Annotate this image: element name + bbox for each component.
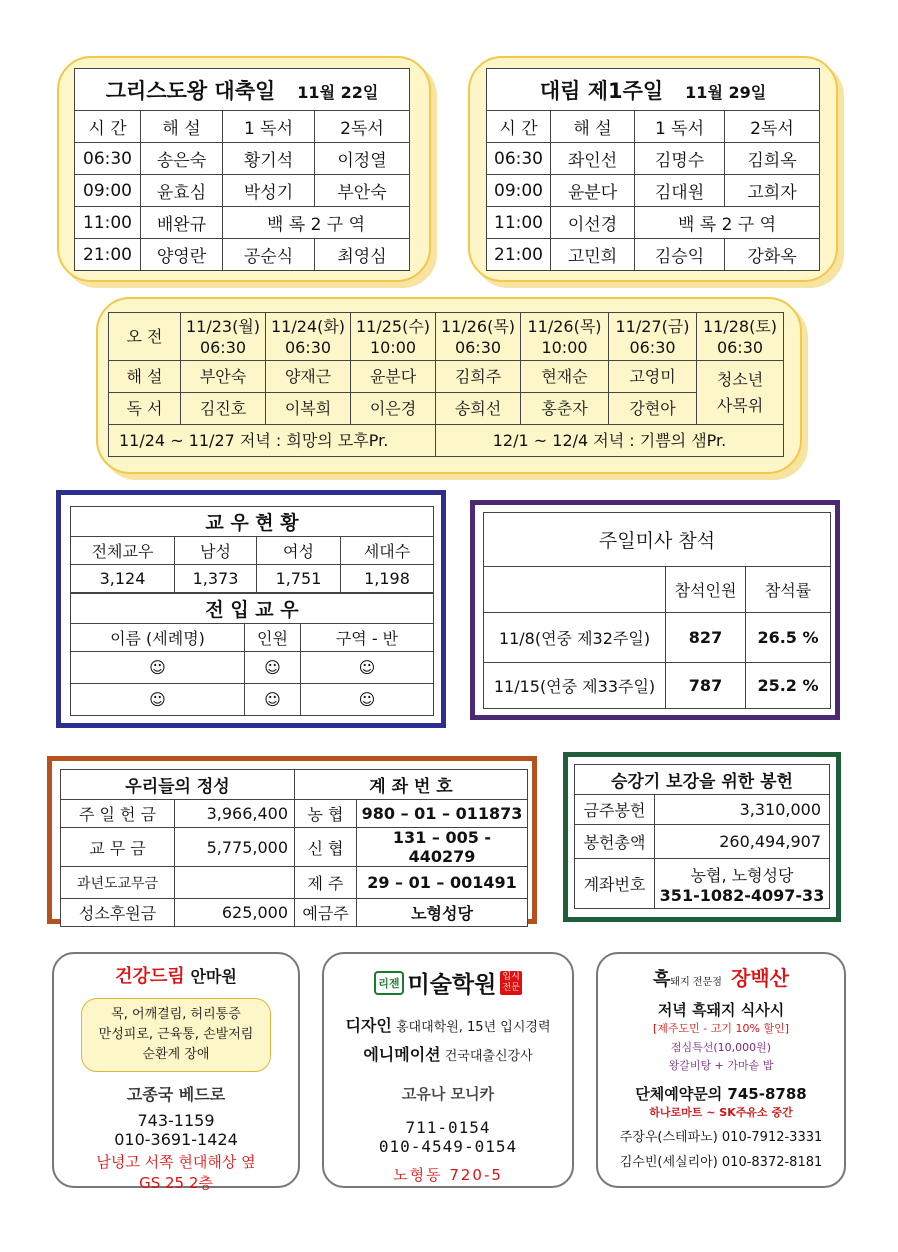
table-row: 06:30 좌인선 김명수 김희옥 xyxy=(487,143,820,175)
label-morning: 오 전 xyxy=(109,313,181,361)
table-row: 09:00 윤분다 김대원 고희자 xyxy=(487,175,820,207)
newcomers-table: 전 입 교 우 이름 (세례명) 인원 구역 - 반 ☺ ☺ ☺ ☺ ☺ ☺ xyxy=(70,593,434,716)
table-row: 11/15(연중 제33주일) 787 25.2 % xyxy=(484,663,831,709)
offerings-title: 우리들의 정성 xyxy=(61,770,295,800)
attendance-title: 주일미사 참석 xyxy=(484,513,831,567)
table-row: 주 일 헌 금 3,966,400 농 협 980 – 01 – 011873 xyxy=(61,800,528,828)
parishioners-title: 교 우 현 황 xyxy=(71,507,434,537)
table-row: 금주봉헌 3,310,000 xyxy=(575,795,830,825)
label-commentary: 해 설 xyxy=(109,361,181,393)
evening-schedule-2: 12/1 ~ 12/4 저녁 : 기쁨의 샘Pr. xyxy=(436,425,784,457)
table-row: 성소후원금 625,000 예금주 노형성당 xyxy=(61,899,528,927)
ad-massage: 건강드림 안마원 목, 어깨결림, 허리통증 만성피로, 근육통, 손발저림 순환계 장애 고종국 베드로 743-1159 010-3691-1424 남녕고 서쪽 현대해상 옆 GS 25 2층 xyxy=(52,952,300,1188)
massage-symptoms: 목, 어깨결림, 허리통증 만성피로, 근육통, 손발저림 순환계 장애 xyxy=(81,998,271,1072)
table-row: 과년도교무금 제 주 29 – 01 – 001491 xyxy=(61,867,528,899)
account-title: 계 좌 번 호 xyxy=(295,770,528,800)
table-row: 06:30 송은숙 황기석 이정열 xyxy=(75,143,410,175)
massage-brand: 건강드림 xyxy=(115,966,185,987)
parishioners-table: 교 우 현 황 전체교우 남성 여성 세대수 3,124 1,373 1,751 1,198 xyxy=(70,506,434,593)
offerings-table xyxy=(60,769,528,927)
table-row: 21:00 고민희 김승익 강화옥 xyxy=(487,239,820,271)
header-reading1: 1 독서 xyxy=(223,111,315,143)
christ-king-title: 그리스도왕 대축일 11월 22일 xyxy=(75,69,410,111)
table-row: 11:00 배완규 백 록 2 구 역 xyxy=(75,207,410,239)
table-row: 봉헌총액 260,494,907 xyxy=(575,825,830,859)
table-row: 11:00 이선경 백 록 2 구 역 xyxy=(487,207,820,239)
elevator-table xyxy=(574,764,830,909)
weekday-table: 오 전 11/23(월) 06:30 11/24(화) 06:30 11/25(수) 10:00 11/26(목) 06:30 11/26(목) 10:00 11/27(금) 06:30 11/28(토) 06:30 해 설 부안숙 양재근 윤분다 김희주 현재순 고영미 청소년 사목위 독 서 김진호 이복희 이은경 송희선 홍춘자 강현아 11/24 ~ 11/27 저녁 : 희망의 모후Pr. 12/1 ~ 12/4 저녁 : 기쁨의 샘Pr. xyxy=(108,312,784,457)
table-row: 21:00 양영란 공순식 최영심 xyxy=(75,239,410,271)
evening-schedule-1: 11/24 ~ 11/27 저녁 : 희망의 모후Pr. xyxy=(109,425,436,457)
art-logo: 리젠 미술학원 입시 전문 xyxy=(324,966,572,999)
attendance-table: 주일미사 참석 참석인원 참석률 11/8(연중 제32주일) 827 26.5 % 11/15(연중 제33주일) 787 25.2 % xyxy=(483,512,831,709)
pork-name: 장백산 xyxy=(731,966,789,990)
ad-pork: 흑돼지 전문점 장백산 저녁 흑돼지 식사시 [제주도민 - 고기 10% 할인] 점심특선(10,000원) 왕갈비탕 + 가마솥 밥 단체예약문의 745-8788 하나로마트 ~ SK주유소 중간 주장우(스테파노) 010-7912-3331 김수빈(세실리아) 010-8372-8181 xyxy=(596,952,846,1188)
header-reading2: 2독서 xyxy=(315,111,410,143)
table-row: 09:00 윤효심 박성기 부안숙 xyxy=(75,175,410,207)
newcomers-title: 전 입 교 우 xyxy=(71,594,434,624)
header-time: 시 간 xyxy=(75,111,141,143)
table-row: 계좌번호 농협, 노형성당 351-1082-4097-33 xyxy=(575,859,830,909)
advent1-title: 대림 제1주일 11월 29일 xyxy=(487,69,820,111)
advent1-table: 대림 제1주일 11월 29일 시 간 해 설 1 독서 2독서 06:30 좌인선 김명수 김희옥 09:00 윤분다 김대원 고희자 11:00 이선경 백 록 2 구 역 21:00 고민희 김승익 강화옥 xyxy=(486,68,820,271)
table-row: 교 무 금 5,775,000 신 협 131 – 005 - 440279 xyxy=(61,828,528,867)
elevator-title: 승강기 보강을 위한 봉헌 xyxy=(575,765,830,795)
header-commentary: 해 설 xyxy=(141,111,223,143)
christ-king-table xyxy=(74,68,410,271)
table-row: 11/8(연중 제32주일) 827 26.5 % xyxy=(484,613,831,663)
label-reading: 독 서 xyxy=(109,393,181,425)
ad-art: 리젠 미술학원 입시 전문 디자인 홍대대학원, 15년 입시경력 에니메이션 건국대출신강사 고유나 모니카 711-0154 010-4549-0154 노형동 720-5 xyxy=(322,952,574,1188)
